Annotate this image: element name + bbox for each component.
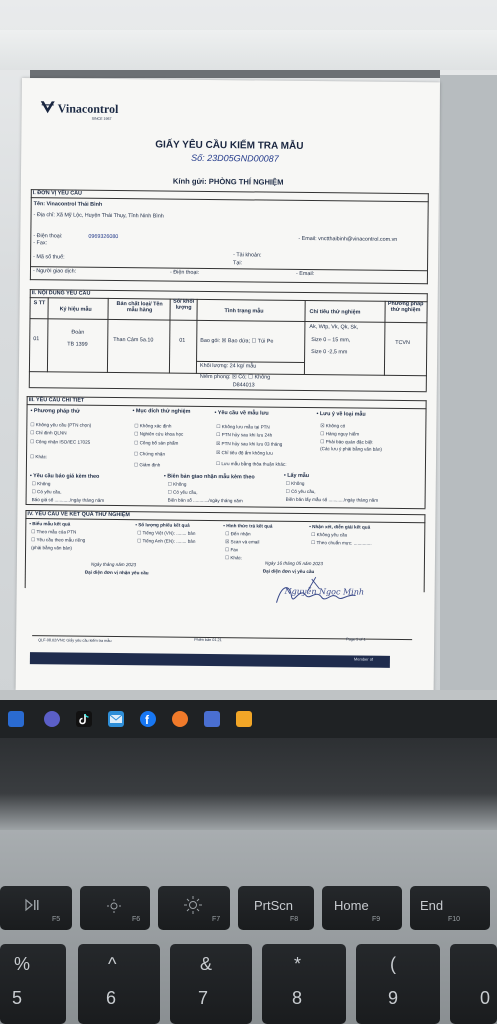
phone-value: 0969326080	[88, 233, 119, 241]
app-blue-icon[interactable]	[204, 711, 220, 727]
copies-vn: ☐ Tiếng Việt (VN): ........ bản	[137, 530, 196, 536]
key-9[interactable]: ( 9	[356, 944, 440, 1024]
result-form-note: (phải bằng văn bản)	[31, 545, 72, 551]
play-pause-icon	[24, 898, 42, 912]
key-f5[interactable]: F5	[0, 886, 72, 930]
sampling-heading: • Lấy mẫu	[283, 472, 310, 480]
note-heading: • Lưu ý về loại mẫu	[316, 411, 366, 418]
purpose-option-3: ☐ Công bố sản phẩm	[134, 440, 179, 446]
handover-heading: • Biên bản giao nhận mẫu kèm theo	[163, 473, 255, 481]
delivery-option-2: ☒ Scan và email	[225, 539, 260, 545]
key-f7[interactable]: F7	[158, 886, 230, 930]
quote-option-2: ☐ Có yêu cầu,	[31, 489, 62, 495]
delivery-option-4: ☐ Khác:	[224, 555, 243, 561]
seal-status: Niêm phong: ☒ Có; ☐ Không	[199, 373, 271, 381]
row-stt: 01	[33, 336, 40, 343]
method-option-4: ☐ Khác:	[30, 454, 48, 460]
handover-option-2: ☐ Có yêu cầu,	[167, 489, 198, 495]
purpose-option-4: ☐ Chứng nhận	[134, 451, 166, 457]
storage-heading: • Yêu cầu về mẫu lưu	[214, 410, 269, 417]
key-f10[interactable]: End F10	[410, 886, 490, 930]
row-nature: Than Cám 5a.10	[113, 336, 154, 344]
storage-option-2: ☐ PTN hủy sau khi lưu 24h	[216, 432, 273, 438]
storage-option-5: ☐ Lưu mẫu bằng thỏa thuận khác:	[215, 461, 287, 467]
signer-left: Đại diện đơn vị nhận yêu cầu	[84, 569, 149, 576]
brightness-up-icon	[184, 896, 202, 914]
key-6[interactable]: ^ 6	[78, 944, 160, 1024]
delivery-heading: • Hình thức trả kết quả	[223, 523, 273, 529]
note-option-2: ☐ Hàng nguy hiểm	[320, 431, 360, 437]
section4-heading: IV. YÊU CẦU VỀ KẾT QUẢ THỬ NGHIỆM	[27, 511, 130, 519]
section2-heading: II. NỘI DUNG YÊU CẦU	[31, 290, 91, 297]
quote-option-1: ☐ Không	[31, 481, 51, 487]
purpose-heading: • Mục đích thử nghiệm	[132, 408, 191, 415]
sampling-option-2: ☐ Có yêu cầu,	[285, 488, 316, 495]
copies-en: ☐ Tiếng Anh (EN): ........ bản	[137, 538, 196, 544]
result-form-option-2: ☐ Yêu cầu theo mẫu riêng	[31, 537, 86, 543]
row-test-2: Size 0 – 15 mm,	[311, 337, 351, 344]
fax-label: - Fax:	[33, 240, 48, 247]
section3-heading: III. YÊU CẦU CHI TIẾT	[28, 397, 85, 404]
logo-since: SINCE 1957	[91, 116, 112, 121]
section1-heading: I. ĐƠN VỊ YÊU CẦU	[32, 190, 82, 197]
comment-option-1: ☐ Không yêu cầu	[311, 532, 348, 538]
key-7[interactable]: & 7	[170, 944, 252, 1024]
signer-right: Đại diện đơn vị yêu cầu	[262, 568, 315, 575]
svg-text:f: f	[145, 713, 149, 727]
footer-page: Page 1 of 1	[346, 637, 366, 642]
facebook-icon[interactable]	[140, 711, 156, 727]
footer-member: Member of	[353, 656, 374, 662]
bank-label: Tại:	[233, 260, 243, 267]
date-left: Ngày tháng năm 2023	[90, 561, 137, 568]
key-f9[interactable]: Home F9	[322, 886, 402, 930]
handover-option-1: ☐ Không	[167, 481, 187, 487]
row-method: TCVN	[395, 339, 410, 347]
requester-address: - Địa chỉ: Xã Mỹ Lộc, Huyện Thái Thụy, Tỉnh Ninh Bình	[33, 212, 164, 220]
footer-version: Phiên bản 01.21	[194, 637, 222, 643]
col-nature: Bản chất loại/ Tên mẫu hàng	[116, 301, 163, 314]
note-option-4: (Các lưu ý phải bằng văn bản)	[320, 446, 382, 452]
task-view-icon[interactable]	[8, 711, 24, 727]
comment-option-2: ☐ Theo chuẩn mực: ..............	[311, 540, 372, 546]
comment-heading: • Nhận xét, diễn giải kết quả	[309, 524, 371, 530]
purpose-option-1: ☐ Không xác định	[134, 423, 172, 429]
col-test: Chỉ tiêu thử nghiệm	[309, 309, 361, 316]
col-status: Tình trạng mẫu	[224, 308, 264, 315]
brightness-down-icon	[106, 898, 122, 914]
row-code-1: Đoàn	[71, 329, 85, 336]
vinacontrol-logo-icon	[40, 100, 56, 114]
method-option-3: ☐ Công nhận ISO/IEC 17025	[30, 439, 91, 445]
signature-name: Nguyễn Ngọc Minh	[284, 586, 365, 597]
contact-phone-label: - Điện thoại:	[169, 269, 200, 276]
taskbar	[0, 700, 497, 738]
note-option-3: ☐ Phải bảo quản đặc biệt	[320, 439, 373, 445]
key-f8[interactable]: PrtScn F8	[238, 886, 314, 930]
delivery-option-3: ☐ Fax	[225, 547, 239, 553]
document-page	[16, 78, 440, 694]
method-option-1: ☐ Không yêu cầu (PTN chọn)	[30, 422, 92, 428]
mail-icon[interactable]	[108, 711, 124, 727]
laptop-bezel	[0, 738, 497, 830]
col-qty: Số/ khối lượng	[173, 298, 195, 311]
document-number: Số: 23D05GND00087	[191, 152, 279, 164]
key-f6[interactable]: F6	[80, 886, 150, 930]
delivery-option-1: ☐ Đến nhận	[225, 531, 251, 537]
page-top-edge	[30, 70, 440, 78]
addressee: Kính gửi: PHÒNG THÍ NGHIỆM	[172, 176, 284, 187]
key-0[interactable]: 0	[450, 944, 497, 1024]
purpose-option-5: ☐ Giám định	[133, 462, 161, 468]
note-option-1: ☒ Không có	[320, 423, 346, 429]
seal-number: D844013	[232, 382, 255, 389]
contact-email-label: - Email:	[295, 270, 315, 278]
result-form-heading: • Biểu mẫu kết quả	[29, 521, 71, 527]
handover-number: Biên bản số ............/ngày tháng năm	[167, 497, 243, 504]
row-status: Bao gói: ☒ Bao dứa; ☐ Túi Pe	[200, 337, 274, 345]
row-test-1: Ak, Wtp, Vk, Qk, Sk,	[309, 324, 359, 331]
key-5[interactable]: % 5	[0, 944, 66, 1024]
col-code: Ký hiệu mẫu	[59, 306, 92, 313]
row-test-3: Size 0 -2,5 mm	[311, 349, 348, 356]
app-yellow-icon[interactable]	[236, 711, 252, 727]
document-title: GIẤY YÊU CẦU KIỂM TRA MẪU	[155, 139, 304, 152]
method-option-2: ☐ Chỉ định QLNN	[30, 430, 67, 436]
row-qty: 01	[179, 337, 186, 344]
footer-form-code: QLF-08.02/VNC Giấy yêu cầu kiểm tra mẫu	[38, 638, 112, 643]
viewer-side-panel	[440, 75, 497, 695]
sample-weight: Khối lượng: 24 kg/ mẫu	[199, 362, 257, 370]
app-orange-icon[interactable]	[172, 711, 188, 727]
email-label: - Email: vnctthaibinh@vinacontrol.com.vn	[298, 235, 398, 243]
requester-name: Tên: Vinacontrol Thái Bình	[33, 201, 103, 208]
storage-option-1: ☐ Không lưu mẫu tại PTN	[216, 424, 270, 430]
quote-number: Báo giá số ............/ngày tháng năm	[31, 497, 105, 503]
tiktok-icon[interactable]	[76, 711, 92, 727]
col-method: Phương pháp thử nghiệm	[387, 300, 424, 314]
purpose-option-2: ☐ Nghiên cứu khoa học	[134, 431, 184, 437]
phone-label: - Điện thoại:	[33, 233, 63, 240]
copies-heading: • Số lượng phiếu kết quả	[135, 522, 190, 528]
key-8[interactable]: * 8	[262, 944, 346, 1024]
footer-band	[30, 652, 390, 668]
sampling-option-1: ☐ Không	[285, 480, 305, 486]
account-label: - Tài khoản:	[233, 252, 262, 259]
col-stt: S TT	[33, 300, 46, 307]
method-heading: • Phương pháp thử	[30, 408, 81, 415]
contact-label: - Người giao dịch:	[32, 268, 77, 275]
meet-icon[interactable]	[44, 711, 60, 727]
viewer-top-bar	[0, 30, 497, 70]
date-right: Ngày 16 tháng 05 năm 2023	[264, 560, 323, 567]
storage-option-4: ☒ Chỉ tiêu độ ẩm không lưu	[216, 450, 273, 456]
sampling-number: Biên bản lấy mẫu số ............/ngày tháng năm	[285, 496, 379, 503]
tax-label: - Mã số thuế:	[33, 254, 65, 261]
row-code-2: TB 1399	[67, 341, 88, 348]
company-logo-text: Vinacontrol	[57, 101, 119, 117]
quote-heading: • Yêu cầu báo giá kèm theo	[29, 473, 100, 480]
storage-option-3: ☒ PTN hủy sau khi lưu 03 tháng	[216, 441, 283, 447]
result-form-option-1: ☐ Theo mẫu của PTN	[31, 529, 77, 535]
